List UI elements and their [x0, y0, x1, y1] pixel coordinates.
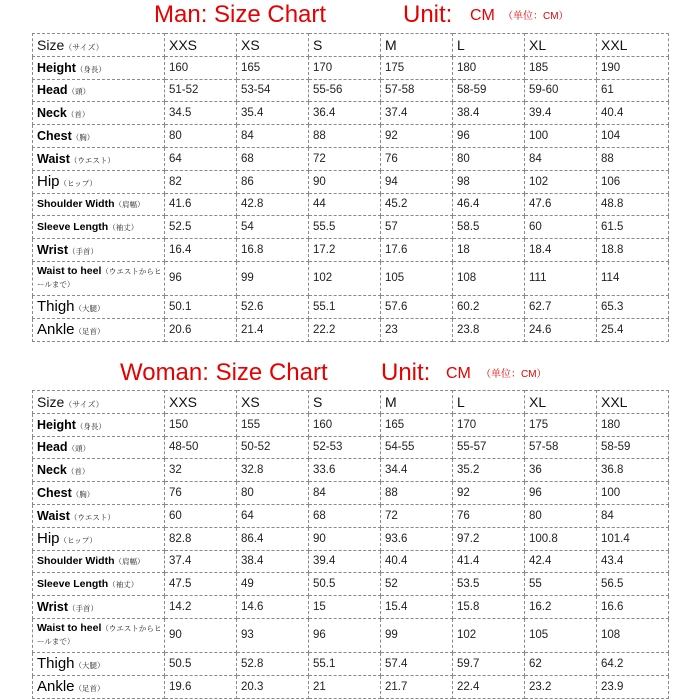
measurement-label — [33, 652, 165, 675]
table-cell: 180 — [453, 56, 525, 79]
measurement-name: Sleeve Length — [37, 221, 109, 234]
table-cell: 180 — [597, 413, 669, 436]
table-cell: 21.4 — [237, 318, 309, 341]
table-cell: 58-59 — [453, 79, 525, 102]
measurement-name-jp: （身長） — [75, 64, 106, 74]
table-cell: 101.4 — [597, 527, 669, 550]
table-cell: 175 — [381, 56, 453, 79]
table-cell: 16.2 — [525, 596, 597, 619]
measurement-label — [33, 573, 165, 596]
measurement-name: Thigh — [37, 655, 75, 673]
table-row — [33, 102, 669, 125]
table-cell: 62.7 — [525, 295, 597, 318]
table-cell: 36.8 — [597, 459, 669, 482]
table-cell: 92 — [453, 482, 525, 505]
measurement-name: Shoulder Width — [37, 198, 115, 211]
table-cell: 15.4 — [381, 596, 453, 619]
measurement-label — [33, 527, 165, 550]
table-cell: 22.2 — [309, 318, 381, 341]
table-cell: 165 — [237, 56, 309, 79]
table-cell: 24.6 — [525, 318, 597, 341]
table-cell: 18.8 — [597, 239, 669, 262]
table-row — [33, 125, 669, 148]
table-row — [33, 193, 669, 216]
size-column-header: XXL — [597, 391, 669, 414]
table-cell: 48-50 — [165, 436, 237, 459]
measurement-label — [33, 56, 165, 79]
chart-title-name: Man: Size Chart — [154, 1, 327, 28]
table-cell: 58-59 — [597, 436, 669, 459]
unit-label: Unit: — [403, 1, 453, 28]
table-cell: 72 — [381, 504, 453, 527]
size-column-header: S — [309, 34, 381, 57]
table-cell: 80 — [165, 125, 237, 148]
table-row — [33, 413, 669, 436]
woman-size-table — [32, 390, 669, 699]
table-cell: 84 — [237, 125, 309, 148]
unit-value: CM — [470, 7, 495, 24]
table-cell: 50.5 — [165, 652, 237, 675]
table-row — [33, 295, 669, 318]
table-cell: 38.4 — [453, 102, 525, 125]
measurement-label — [33, 436, 165, 459]
table-cell: 23.2 — [525, 675, 597, 698]
measurement-name: Wrist — [37, 243, 69, 258]
table-row — [33, 618, 669, 652]
table-cell: 50.5 — [309, 573, 381, 596]
table-cell: 82.8 — [165, 527, 237, 550]
table-cell: 94 — [381, 170, 453, 193]
table-cell: 84 — [309, 482, 381, 505]
table-cell: 100 — [597, 482, 669, 505]
measurement-name: Chest — [37, 486, 72, 501]
measurement-name-jp: （頭） — [67, 87, 91, 97]
measurement-name-jp: （手首） — [68, 604, 99, 614]
table-cell: 16.8 — [237, 239, 309, 262]
measurement-name-jp: （胸） — [71, 133, 95, 143]
measurement-label — [33, 596, 165, 619]
size-column-header: XXS — [165, 34, 237, 57]
table-cell: 42.8 — [237, 193, 309, 216]
table-cell: 57 — [381, 216, 453, 239]
table-cell: 96 — [309, 618, 381, 652]
man-size-chart-title — [0, 0, 700, 30]
table-cell: 21.7 — [381, 675, 453, 698]
table-row — [33, 261, 669, 295]
table-cell: 40.4 — [597, 102, 669, 125]
table-cell: 41.6 — [165, 193, 237, 216]
table-cell: 35.4 — [237, 102, 309, 125]
table-cell: 46.4 — [453, 193, 525, 216]
table-cell: 23.8 — [453, 318, 525, 341]
table-cell: 84 — [525, 147, 597, 170]
table-cell: 98 — [453, 170, 525, 193]
table-cell: 106 — [597, 170, 669, 193]
table-cell: 76 — [381, 147, 453, 170]
table-cell: 99 — [237, 261, 309, 295]
table-cell: 102 — [309, 261, 381, 295]
table-cell: 102 — [453, 618, 525, 652]
measurement-name-jp: （足首） — [74, 327, 105, 337]
measurement-name-jp: （足首） — [74, 684, 105, 694]
size-column-header: S — [309, 391, 381, 414]
table-cell: 170 — [453, 413, 525, 436]
table-cell: 18 — [453, 239, 525, 262]
table-cell: 52-53 — [309, 436, 381, 459]
table-cell: 51-52 — [165, 79, 237, 102]
table-cell: 190 — [597, 56, 669, 79]
table-cell: 53-54 — [237, 79, 309, 102]
table-cell: 19.6 — [165, 675, 237, 698]
table-cell: 100.8 — [525, 527, 597, 550]
measurement-name: Height — [37, 60, 76, 75]
table-cell: 57.4 — [381, 652, 453, 675]
measurement-label — [33, 618, 165, 652]
table-cell: 60 — [165, 504, 237, 527]
table-cell: 100 — [525, 125, 597, 148]
table-cell: 165 — [381, 413, 453, 436]
table-cell: 22.4 — [453, 675, 525, 698]
table-cell: 102 — [525, 170, 597, 193]
measurement-label — [33, 550, 165, 573]
table-cell: 160 — [309, 413, 381, 436]
measurement-name: Sleeve Length — [37, 578, 109, 591]
chart-title-name: Woman: Size Chart — [120, 359, 328, 386]
table-cell: 68 — [309, 504, 381, 527]
table-cell: 105 — [381, 261, 453, 295]
table-cell: 88 — [381, 482, 453, 505]
table-cell: 76 — [165, 482, 237, 505]
table-row — [33, 79, 669, 102]
table-cell: 64.2 — [597, 652, 669, 675]
measurement-name-jp: （ウエスト） — [69, 155, 115, 165]
size-column-header: XS — [237, 391, 309, 414]
size-header-row — [33, 34, 669, 57]
table-cell: 55 — [525, 573, 597, 596]
table-cell: 82 — [165, 170, 237, 193]
table-cell: 80 — [237, 482, 309, 505]
measurement-name-jp: （胸） — [71, 490, 95, 500]
table-row — [33, 436, 669, 459]
measurement-label — [33, 193, 165, 216]
table-cell: 175 — [525, 413, 597, 436]
measurement-name-jp: （身長） — [75, 421, 106, 431]
table-cell: 88 — [309, 125, 381, 148]
table-row — [33, 550, 669, 573]
table-cell: 96 — [165, 261, 237, 295]
size-column-header: XXL — [597, 34, 669, 57]
table-cell: 86 — [237, 170, 309, 193]
table-cell: 52.5 — [165, 216, 237, 239]
table-cell: 88 — [597, 147, 669, 170]
table-cell: 56.5 — [597, 573, 669, 596]
table-cell: 99 — [381, 618, 453, 652]
table-cell: 55.1 — [309, 295, 381, 318]
size-label-jp: （サイズ） — [64, 399, 104, 409]
table-cell: 42.4 — [525, 550, 597, 573]
table-cell: 65.3 — [597, 295, 669, 318]
table-cell: 52.8 — [237, 652, 309, 675]
table-cell: 96 — [453, 125, 525, 148]
table-cell: 39.4 — [525, 102, 597, 125]
measurement-name-jp: （肩幅） — [114, 200, 145, 210]
measurement-name-jp: （肩幅） — [114, 557, 145, 567]
table-cell: 97.2 — [453, 527, 525, 550]
table-cell: 20.6 — [165, 318, 237, 341]
measurement-label — [33, 170, 165, 193]
table-cell: 16.4 — [165, 239, 237, 262]
measurement-name-jp: （手首） — [68, 247, 99, 257]
table-cell: 15 — [309, 596, 381, 619]
table-cell: 57-58 — [525, 436, 597, 459]
size-label-text: Size — [37, 393, 65, 410]
measurement-name: Head — [37, 83, 68, 98]
size-column-header: XS — [237, 34, 309, 57]
table-row — [33, 170, 669, 193]
table-cell: 32 — [165, 459, 237, 482]
table-cell: 59-60 — [525, 79, 597, 102]
table-cell: 60.2 — [453, 295, 525, 318]
measurement-name-jp: （ウエストからヒールまで） — [37, 267, 162, 290]
table-cell: 23 — [381, 318, 453, 341]
unit-label: Unit: — [381, 359, 431, 386]
measurement-name: Neck — [37, 106, 67, 121]
measurement-name-jp: （首） — [66, 110, 90, 120]
measurement-label — [33, 102, 165, 125]
measurement-name: Waist to heel — [37, 265, 102, 278]
table-row — [33, 527, 669, 550]
table-cell: 15.8 — [453, 596, 525, 619]
table-cell: 59.7 — [453, 652, 525, 675]
table-cell: 55-57 — [453, 436, 525, 459]
table-row — [33, 652, 669, 675]
table-cell: 92 — [381, 125, 453, 148]
table-cell: 64 — [237, 504, 309, 527]
measurement-label — [33, 239, 165, 262]
table-row — [33, 216, 669, 239]
table-cell: 47.5 — [165, 573, 237, 596]
table-cell: 25.4 — [597, 318, 669, 341]
table-row — [33, 147, 669, 170]
measurement-label — [33, 147, 165, 170]
measurement-label — [33, 413, 165, 436]
size-column-header: XL — [525, 34, 597, 57]
measurement-name-jp: （袖丈） — [108, 580, 139, 590]
measurement-name: Hip — [37, 530, 60, 548]
table-cell: 90 — [309, 170, 381, 193]
measurement-name: Shoulder Width — [37, 555, 115, 568]
measurement-name: Neck — [37, 463, 67, 478]
table-cell: 84 — [597, 504, 669, 527]
measurement-name-jp: （ウエスト） — [69, 512, 115, 522]
size-column-header: M — [381, 391, 453, 414]
table-cell: 47.6 — [525, 193, 597, 216]
table-cell: 40.4 — [381, 550, 453, 573]
table-cell: 61 — [597, 79, 669, 102]
table-cell: 58.5 — [453, 216, 525, 239]
table-cell: 50-52 — [237, 436, 309, 459]
measurement-name-jp: （ヒップ） — [59, 179, 97, 189]
table-cell: 49 — [237, 573, 309, 596]
table-cell: 105 — [525, 618, 597, 652]
size-header-label — [33, 34, 165, 57]
table-cell: 14.2 — [165, 596, 237, 619]
table-cell: 54-55 — [381, 436, 453, 459]
table-row — [33, 482, 669, 505]
table-cell: 72 — [309, 147, 381, 170]
table-cell: 93.6 — [381, 527, 453, 550]
size-column-header: M — [381, 34, 453, 57]
table-cell: 160 — [165, 56, 237, 79]
measurement-label — [33, 295, 165, 318]
measurement-name-jp: （大腿） — [74, 661, 105, 671]
table-cell: 61.5 — [597, 216, 669, 239]
table-cell: 36 — [525, 459, 597, 482]
measurement-name: Hip — [37, 173, 60, 191]
man-size-table — [32, 33, 669, 342]
unit-value: CM — [446, 365, 471, 382]
measurement-label — [33, 125, 165, 148]
table-cell: 114 — [597, 261, 669, 295]
measurement-name-jp: （首） — [66, 467, 90, 477]
woman-size-chart-title — [0, 358, 700, 388]
measurement-label — [33, 459, 165, 482]
size-label-text: Size — [37, 36, 65, 53]
table-row — [33, 573, 669, 596]
table-row — [33, 596, 669, 619]
table-cell: 90 — [309, 527, 381, 550]
measurement-name: Waist — [37, 508, 70, 523]
table-cell: 50.1 — [165, 295, 237, 318]
measurement-name-jp: （ヒップ） — [59, 536, 97, 546]
table-cell: 104 — [597, 125, 669, 148]
table-cell: 36.4 — [309, 102, 381, 125]
table-cell: 96 — [525, 482, 597, 505]
measurement-label — [33, 482, 165, 505]
table-cell: 45.2 — [381, 193, 453, 216]
measurement-label — [33, 318, 165, 341]
measurement-label — [33, 79, 165, 102]
table-cell: 54 — [237, 216, 309, 239]
measurement-name: Head — [37, 440, 68, 455]
table-cell: 44 — [309, 193, 381, 216]
measurement-label — [33, 675, 165, 698]
table-cell: 55.5 — [309, 216, 381, 239]
size-column-header: XXS — [165, 391, 237, 414]
table-cell: 35.2 — [453, 459, 525, 482]
table-cell: 90 — [165, 618, 237, 652]
size-label-jp: （サイズ） — [64, 42, 104, 52]
table-row — [33, 318, 669, 341]
table-cell: 150 — [165, 413, 237, 436]
table-cell: 86.4 — [237, 527, 309, 550]
table-row — [33, 239, 669, 262]
table-cell: 16.6 — [597, 596, 669, 619]
unit-note: （单位：CM） — [481, 369, 547, 380]
table-cell: 32.8 — [237, 459, 309, 482]
table-cell: 68 — [237, 147, 309, 170]
measurement-name-jp: （大腿） — [74, 304, 105, 314]
measurement-name-jp: （頭） — [67, 444, 91, 454]
table-cell: 60 — [525, 216, 597, 239]
table-cell: 64 — [165, 147, 237, 170]
table-cell: 43.4 — [597, 550, 669, 573]
table-cell: 37.4 — [165, 550, 237, 573]
table-row — [33, 459, 669, 482]
measurement-name: Waist to heel — [37, 622, 102, 635]
table-cell: 17.2 — [309, 239, 381, 262]
table-cell: 20.3 — [237, 675, 309, 698]
table-cell: 41.4 — [453, 550, 525, 573]
size-column-header: L — [453, 34, 525, 57]
table-cell: 53.5 — [453, 573, 525, 596]
measurement-name: Height — [37, 417, 76, 432]
measurement-name: Ankle — [37, 678, 75, 696]
table-cell: 52 — [381, 573, 453, 596]
measurement-label — [33, 504, 165, 527]
table-cell: 21 — [309, 675, 381, 698]
table-cell: 48.8 — [597, 193, 669, 216]
table-row — [33, 675, 669, 698]
unit-note: （单位：CM） — [503, 11, 569, 22]
measurement-label — [33, 216, 165, 239]
table-cell: 55-56 — [309, 79, 381, 102]
measurement-name: Ankle — [37, 321, 75, 339]
table-cell: 155 — [237, 413, 309, 436]
measurement-name: Thigh — [37, 298, 75, 316]
size-column-header: L — [453, 391, 525, 414]
table-cell: 23.9 — [597, 675, 669, 698]
measurement-name: Waist — [37, 151, 70, 166]
table-cell: 80 — [453, 147, 525, 170]
measurement-name: Wrist — [37, 600, 69, 615]
table-cell: 170 — [309, 56, 381, 79]
table-cell: 33.6 — [309, 459, 381, 482]
table-cell: 34.5 — [165, 102, 237, 125]
table-cell: 18.4 — [525, 239, 597, 262]
table-cell: 17.6 — [381, 239, 453, 262]
table-cell: 55.1 — [309, 652, 381, 675]
size-column-header: XL — [525, 391, 597, 414]
table-cell: 38.4 — [237, 550, 309, 573]
table-cell: 108 — [453, 261, 525, 295]
measurement-name: Chest — [37, 129, 72, 144]
table-cell: 185 — [525, 56, 597, 79]
table-cell: 108 — [597, 618, 669, 652]
table-row — [33, 56, 669, 79]
table-cell: 52.6 — [237, 295, 309, 318]
table-cell: 57.6 — [381, 295, 453, 318]
table-cell: 57-58 — [381, 79, 453, 102]
table-cell: 111 — [525, 261, 597, 295]
table-cell: 34.4 — [381, 459, 453, 482]
table-cell: 76 — [453, 504, 525, 527]
measurement-name-jp: （ウエストからヒールまで） — [37, 624, 162, 647]
table-cell: 14.6 — [237, 596, 309, 619]
table-cell: 62 — [525, 652, 597, 675]
table-cell: 37.4 — [381, 102, 453, 125]
table-cell: 80 — [525, 504, 597, 527]
table-cell: 39.4 — [309, 550, 381, 573]
table-row — [33, 504, 669, 527]
measurement-label — [33, 261, 165, 295]
size-header-row — [33, 391, 669, 414]
measurement-name-jp: （袖丈） — [108, 223, 139, 233]
table-cell: 93 — [237, 618, 309, 652]
size-header-label — [33, 391, 165, 414]
